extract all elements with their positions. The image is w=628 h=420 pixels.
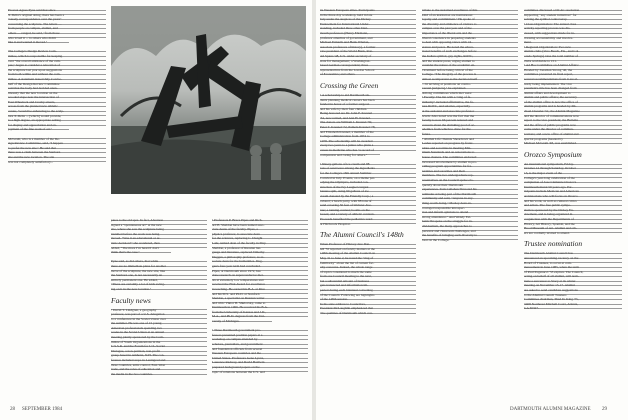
- text-line: ademics from which to draw for the: [422, 127, 518, 132]
- text-line: the Indian symbol, gay rights, ROTC,: [422, 54, 518, 59]
- text-line: at the assistant and associate professor: [422, 109, 518, 114]
- text-line: mouth professors (Henry Ehrmann,: [320, 31, 416, 36]
- text-line: May 31 to June 2, he noted the "ring of: [320, 256, 416, 261]
- text-line: was not completely satisfactory...: [8, 160, 106, 165]
- text-line: concerning the sculpture. The letters —: [8, 22, 106, 27]
- text-line: Lesher reported on progress by frater-: [422, 141, 518, 146]
- text-line: but a substantial amount of business: [320, 279, 416, 284]
- text-line: • Ad Hoc Committee on Alumni Affairs:: [524, 63, 622, 68]
- text-line: to a conference in the Soviet Union over: [111, 317, 207, 322]
- text-line: strong attendance." And Wendy Fel-: [422, 215, 518, 220]
- sculpture-photo: [111, 6, 306, 194]
- text-line: ment.: [524, 40, 622, 45]
- text-line: are asked to send candidate suggestions: [524, 288, 622, 293]
- text-line: others — ranged, he said, "from those: [8, 31, 106, 36]
- text-line: move of the sculpture, the new site, like: [111, 269, 207, 274]
- text-line: professor emeritus of government, and: [320, 36, 416, 41]
- text-line: and critic Viktor B. Shklovsky, came to: [212, 301, 308, 306]
- text-line: ers are cordially invited to attend.: [524, 231, 622, 236]
- text-line: couraged responsible introspec-: [422, 206, 518, 211]
- text-line: loyalty and commitment." He spoke of: [422, 17, 518, 22]
- text-line: dents planning medical careers has been: [320, 98, 416, 103]
- right-page-title: DARTMOUTH ALUMNI MAGAZINE: [510, 407, 591, 412]
- text-line: dividualism, the many approaches to: [422, 224, 518, 229]
- text-line: art historians who will focus on Orozco: [524, 194, 622, 199]
- column-5: [422, 8, 518, 242]
- text-line: chael Chessler '51; the Alumni Magazine: [524, 109, 622, 114]
- text-line: installed before the work was being: [111, 232, 207, 237]
- text-line: • Alumni Life: Dennis Sheardown and: [422, 137, 518, 142]
- section-heading: Orozco Symposium: [524, 149, 582, 159]
- text-line: alumni affairs and development to: [524, 91, 622, 96]
- text-line: Being honored are Dr. John F. Kresnel: [320, 111, 416, 116]
- text-line: three countries, arms control, East-West: [111, 363, 207, 368]
- text-line: mittee, which is responsible for keeping: [8, 54, 106, 59]
- text-line: ternities and sororities and their: [422, 169, 518, 174]
- text-line: tion and inform opinions to attend: [422, 210, 518, 215]
- text-line: there was a clash between the Sanborn: [8, 150, 106, 155]
- text-line: cream donated by the Friendly Corp.; a: [320, 194, 416, 199]
- text-line: think that's the case.": [111, 250, 171, 255]
- text-line: versity of Michigan.: [212, 319, 272, 324]
- text-line: committee discussed a DCAC resolution: [524, 8, 622, 13]
- text-line: In his state address to Councilors,: [320, 302, 416, 307]
- text-line: to deal with opposing views with tol-: [422, 40, 518, 45]
- column-4: [320, 8, 416, 316]
- text-line: workshop on campus attended by: [212, 337, 308, 342]
- text-line: • Class Organization: The annual class: [524, 22, 622, 27]
- left-page-number: 28: [10, 407, 15, 412]
- text-line: • Ninety gallons of ice cream and 88: [320, 162, 416, 167]
- text-line: ications; and a new office of alumni and: [524, 132, 622, 137]
- text-line: piece to the old spot. In fact, Alvernon: [111, 218, 207, 223]
- text-line: Michael McGrath '48, was established.: [524, 141, 622, 146]
- text-line: M.A., and Ph.D. degrees from the Uni-: [212, 314, 308, 319]
- text-line: supporting "any student initiatives" for: [524, 13, 622, 18]
- text-line: viding program opportunities for fra-: [422, 164, 518, 169]
- text-line: Sheldon, a specialist on Russian writer: [212, 296, 308, 301]
- text-line: experiences. Tom Callahan '84 noted his: [422, 187, 518, 192]
- text-line: alumni clubs (Vero Beach, Fla., and Col-: [524, 49, 622, 54]
- text-line: the sculpture last year upon suggestions: [8, 68, 106, 73]
- text-line: familiarity" about the list of current fac-: [320, 261, 416, 266]
- text-line: • David T. Lindgren, a geography: [111, 308, 207, 313]
- photo-caption: [111, 196, 306, 214]
- text-line: als at extremely low temperatures and: [212, 278, 308, 283]
- text-line: and his M.S. and Ph.D. at Stanford.: [212, 292, 308, 297]
- text-line: center, "would be enhancing to the sculp-: [8, 109, 106, 114]
- text-line: from one Council meeting to the next,: [320, 274, 416, 279]
- section-heading: Faculty news: [111, 295, 151, 305]
- text-line: Sheldon, a professor of Russian lan-: [212, 246, 308, 251]
- text-line: ture X-Delta ... [which] would provide,: [8, 114, 106, 119]
- text-line: for the College's 16th annual Summer: [320, 171, 416, 176]
- text-line: acting on behalf of all alumni, will nom-: [524, 274, 622, 279]
- text-line: resentatives on the Council spoke elo-: [422, 178, 518, 183]
- text-line: cabaret; a beach party, with 88 tons of: [320, 199, 416, 204]
- text-line: ready being implemented. The vice: [524, 82, 622, 87]
- text-line: wooded slope near the intersection of: [8, 95, 106, 100]
- text-line: 148th meeting of the Alumni Council on: [320, 251, 416, 256]
- text-line: moved. "Was it an educational or ar-: [111, 236, 207, 241]
- text-line: Headed by Jonathan Strong '46, the: [524, 68, 622, 73]
- text-line: erance and peace. He noted the educa-: [422, 45, 518, 50]
- text-line: liberal conscience in preparing students: [422, 36, 518, 41]
- text-line: of topics considered is much the same: [320, 270, 416, 275]
- text-line: struction of the Ivy League's largest: [320, 185, 416, 190]
- text-line: completion of Jose Clemente Orozco's: [524, 180, 622, 185]
- text-line: sand covering 50 feet of Webster Ave-: [320, 203, 416, 208]
- text-line: • Regional Organization: Two new: [524, 45, 622, 50]
- text-line: professor, was part of a U.S. delegation: [111, 312, 207, 317]
- text-line: for the sciences, replacing C. Dwight: [212, 236, 308, 241]
- text-line: ference included stops in Leningrad and: [111, 358, 207, 363]
- text-line: Board of Trustees, to occur at com-: [524, 261, 622, 266]
- text-line: July under the auspices of the Dickey: [320, 17, 416, 22]
- text-line: 13, is the major event of the: [524, 171, 622, 176]
- text-line: The Dartmouth Alumni Council has: [524, 251, 622, 256]
- text-line: importance of the liberal arts and the: [422, 31, 518, 36]
- text-line: like it and wanted it moved.": [8, 40, 69, 45]
- text-line: GA 30327.: [524, 306, 622, 311]
- text-line: signed a "spontaneous art" at the new: [111, 223, 207, 228]
- text-line: campus over the past year and of the: [422, 26, 518, 31]
- text-line: of the 148th session.: [320, 297, 416, 302]
- text-line: in the three-day workshop, held in late: [320, 13, 416, 18]
- text-line: who loved it ... to others who didn't: [8, 36, 106, 41]
- text-line: cussed, with suggestions made for in-: [524, 31, 622, 36]
- left-page-date: SEPTEMBER 1984: [22, 407, 63, 412]
- text-line: of the alumni office is now the office of: [524, 100, 622, 105]
- text-line: every two years to a junior who plans a: [320, 143, 416, 148]
- text-line: Dartmouth in 1966. He received his B.A.: [212, 305, 308, 310]
- text-line: Proceeds benefited the pediatrics ward: [320, 217, 416, 222]
- text-line: mittee. A statement issued July 2 on be-: [8, 77, 106, 82]
- text-line: site and the new location. The site: [8, 155, 106, 160]
- text-line: • A scholarship to aid Dartmouth stu-: [320, 93, 416, 98]
- text-line: "steady correspondence over the years": [8, 17, 106, 22]
- text-line: the media in the two countries.: [111, 372, 207, 377]
- text-line: faculty is now 66 percent tenured and: [422, 118, 518, 123]
- text-line: and Elizabeth Kresnel, a member of the: [320, 130, 416, 135]
- text-line: entirely permanent one. He added,: [111, 278, 207, 283]
- text-line: mencement in June 1985, when the term: [524, 265, 622, 270]
- text-line: activity reporting process was dis-: [524, 26, 622, 31]
- text-line: "There are certainly a lot of kids swing-: [111, 282, 207, 287]
- text-line: weeks in the Soviet Union at an annual: [111, 330, 207, 335]
- text-line: • Three Dartmouth government pro-: [212, 328, 308, 333]
- text-line: community and said, "Anyone in any-: [422, 196, 518, 201]
- text-line: ing on it in the new location.": [111, 287, 207, 292]
- text-line: ald Spiers '48, U.S. under secretary of: [320, 54, 416, 59]
- text-line: October 12 through Saturday, October: [524, 166, 622, 171]
- text-line: members. The two undergraduate rep-: [422, 173, 518, 178]
- text-line: the diversity and eminence of visitors to: [422, 22, 518, 27]
- text-line: sociate dean for the humanities. Dug-: [212, 259, 308, 264]
- text-line: solving the symbol controversy.: [524, 17, 622, 22]
- text-line: done research on superconductor met-: [212, 273, 308, 278]
- text-line: levels. Also noted was the fact that the: [422, 114, 518, 119]
- text-line: representatives from the London School: [320, 68, 416, 73]
- text-line: compassion and caring for others.": [320, 153, 380, 158]
- text-line: trade, and the roles of education and: [111, 367, 207, 372]
- text-line: imum Standards and on renovations to: [422, 150, 518, 155]
- text-line: guage and literature, replaced Timothy: [212, 250, 308, 255]
- text-line: mittee of Youth Organizations in the: [111, 340, 207, 345]
- text-line: conjunction with the Departments of: [524, 217, 622, 222]
- text-line: sium is sponsored by the Dickey En-: [524, 208, 622, 213]
- text-line: creasing accountability and involve-: [524, 36, 622, 41]
- text-line: received the Fink Award for excellence: [212, 282, 308, 287]
- text-line: said that the body had decided unan-: [8, 86, 106, 91]
- text-line: Dialogue, a non-partisan, non-profit: [111, 349, 207, 354]
- text-line: Lahr, named dean of the faculty in May.: [212, 241, 308, 246]
- text-line: its Western European allies. Participants: [320, 8, 416, 13]
- text-line: Provost Agnes Pyne said that since: [8, 8, 106, 13]
- column-3: [212, 218, 308, 374]
- text-line: future.: [422, 132, 518, 137]
- text-line: heim '84 spoke on the struggle for in-: [422, 219, 518, 224]
- text-line: Dartmouth mural 50 years ago. Par-: [524, 185, 622, 190]
- text-line: thing worth doing." Mosley dean en-: [422, 201, 518, 206]
- text-line: • Professors P. Bruce Pipes and Rich-: [212, 218, 308, 223]
- text-line: An international symposium, Friday-: [524, 162, 622, 167]
- text-line: and the office of public programs now: [524, 123, 622, 128]
- column-1: [8, 8, 106, 164]
- text-line: standing, included three other Dart-: [320, 26, 416, 31]
- text-line: Green; and a variety of athletic contests.: [320, 212, 416, 217]
- text-line: American professionals spending two: [111, 326, 207, 331]
- text-line: Endowment for International Under-: [320, 22, 416, 27]
- text-line: to prefer the new site." He said that: [8, 146, 106, 151]
- text-line: quently about their Dartmouth: [422, 183, 518, 188]
- text-line: vice president of the World Bank, Ron-: [320, 49, 416, 54]
- text-line: inate a successor to Stacy at its winter: [524, 279, 622, 284]
- text-line: from people on campus, alumni, and: [8, 26, 106, 31]
- text-line: nities and sororities in meeting Min-: [422, 146, 518, 151]
- text-line: the Sanborn one, is not necessarily an: [111, 273, 207, 278]
- text-line: clubs worldwide to 151.: [524, 59, 622, 64]
- text-line: prepared background papers on the: [212, 365, 308, 370]
- column-2: [111, 218, 207, 376]
- text-line: X-Delta's original siting, there has been a: [8, 13, 106, 18]
- text-line: joyment of the fine work of art.": [8, 127, 69, 132]
- text-line: to the Alumni Council Trustees: [524, 293, 622, 298]
- text-line: increased involvement by alumni in pro-: [422, 160, 518, 165]
- text-line: several recommendations from it are al-: [524, 77, 622, 82]
- caption-line: [111, 210, 306, 215]
- text-line: Laurence Radway, and David Baldwin: [212, 360, 308, 365]
- text-line: The donors are William J. Kresnel '59,: [320, 120, 416, 125]
- text-line: Michael Ermarth and Henk Whelan,: [320, 40, 416, 45]
- text-line: vironment before being critical of the: [422, 68, 518, 73]
- text-line: bear on the College.: [422, 238, 518, 243]
- text-line: pus," began to consider a relocation of: [8, 63, 106, 68]
- text-line: odying the Olympics, included con-: [320, 180, 416, 185]
- text-line: McGrath, who is a member of the De-: [8, 137, 106, 142]
- text-line: in teaching. He earned his B.A. at Rice: [212, 287, 308, 292]
- text-line: Duggan, a philosophy professor, as as-: [212, 255, 308, 260]
- text-line: and the student press, urging alumni to: [422, 59, 518, 64]
- text-line: versial [subjects]," he explained.: [422, 86, 518, 91]
- text-line: tons of sand were among the ingredients: [320, 166, 416, 171]
- text-line: College's year-long celebration of the: [524, 176, 622, 181]
- text-line: College administration from 1974 to: [320, 134, 416, 139]
- text-line: house clusters. The committee endorsed: [422, 155, 518, 160]
- text-line: meeting jointly sponsored by the Com-: [111, 335, 207, 340]
- text-line: alumni and public affairs; the secretary: [524, 95, 622, 100]
- text-line: the benefits of bringing such diversity to: [422, 233, 518, 238]
- text-line: Hood Museum of Art. Alumni and oth-: [524, 226, 622, 231]
- text-line: funded in honor of a former surgeon: [320, 102, 416, 107]
- text-line: from the University of Kansas and J.D.,: [212, 310, 308, 315]
- text-line: for display and appreciation and en-: [8, 123, 106, 128]
- text-line: at Hitchcock Hospital.: [320, 222, 416, 227]
- text-line: Carnival in July. Events, on a theme par-: [320, 176, 416, 181]
- text-line: physics professor, is associate dean: [212, 232, 308, 237]
- text-line: College. "The integrity of the process is: [422, 72, 518, 77]
- text-line: East Wheelock and Crosby streets,: [8, 100, 106, 105]
- text-line: based German correspondent; three: [320, 63, 416, 68]
- text-line: career in medicine who has "a record of: [320, 148, 416, 153]
- text-line: When Professor of History Jere Dan-: [320, 242, 416, 247]
- text-line: announced an upcoming vacancy on the: [524, 256, 622, 261]
- text-line: special programs (headed by: [524, 137, 622, 142]
- text-line: The College's Design Review Com-: [8, 49, 106, 54]
- text-line: nue; a tanning contest; booths on the: [320, 208, 416, 213]
- text-line: concern about the shrinking pool of ac-: [422, 123, 518, 128]
- text-line: there are no immediate plans for another: [111, 264, 207, 269]
- right-page-number: 29: [602, 407, 607, 412]
- text-line: sign Review Committee, said, "I happen: [8, 141, 106, 146]
- text-line: gan's four-year term had concluded.: [212, 264, 308, 269]
- text-line: Committee chairman, Thad D. King '75,: [524, 297, 622, 302]
- text-line: ticipants include Mexican and American: [524, 189, 622, 194]
- text-line: across from the planned new athletic: [8, 104, 106, 109]
- text-line: miliarity" included affirmative, the fu-: [422, 100, 518, 105]
- text-line: from both within and without the com-: [8, 72, 106, 77]
- text-line: ture ROTC, and salaries, especially: [422, 104, 518, 109]
- text-line: tribute to the sustained excellence of this: [422, 8, 518, 13]
- text-line: iell '55 reported on faculty matters at the: [320, 247, 416, 252]
- text-line: committee presented its final report,: [524, 72, 622, 77]
- text-line: History, Art History, Spanish, and the: [524, 222, 622, 227]
- text-line: Peter T. Kresnel '72, Pamela Kresnel '78,: [320, 125, 416, 130]
- text-line: dowment, and is being organized in: [524, 212, 622, 217]
- text-line: gets transacted and information im-: [320, 283, 416, 288]
- text-line: ... in arriving at positions on contro-: [422, 82, 518, 87]
- section-heading: Trustee nomination: [524, 239, 583, 249]
- text-line: the summer. He was one of 15 young: [111, 321, 207, 326]
- text-line: tional benefits of such exchanges before: [422, 49, 518, 54]
- text-line: Pyne said, as did others, that while: [111, 259, 207, 264]
- text-line: and his work, as well as cultural critics: [524, 199, 622, 204]
- text-line: to a high degree, an appropriate setting: [8, 118, 106, 123]
- text-line: almost as important as the decision itself: [422, 77, 518, 82]
- text-line: • Faculty: The list with a "ring of fa-: [422, 95, 518, 100]
- text-line: added, "The more I've heard I don't: [111, 246, 207, 251]
- text-line: kind of an institution are institutional: [422, 13, 518, 18]
- text-line: over "the overall ambiance of the cam-: [8, 59, 106, 64]
- text-line: site, where she saw the sculpture being: [111, 227, 207, 232]
- text-line: topic of relations between the U.S. and: [212, 370, 308, 375]
- text-line: and foundation officials from several: [212, 347, 308, 352]
- text-line: meeting on November 15-17. Alumni: [524, 283, 622, 288]
- sculpture-image: [111, 6, 306, 194]
- text-line: U.S.S.R. and the Forum for U.S.-Soviet: [111, 344, 207, 349]
- text-line: parted during each biannual convening: [320, 288, 416, 293]
- text-line: and his wife by their four children.: [320, 107, 416, 112]
- text-line: 3408 Northeast Mitchell Court, Atlanta,: [524, 302, 622, 307]
- text-line: ard B. Sheldon have been named asso-: [212, 223, 308, 228]
- text-line: Among committees which met were:: [422, 91, 518, 96]
- text-line: tistic decision?" she wondered, then: [111, 241, 207, 246]
- text-line: orado Springs) raise the total number of: [524, 54, 622, 59]
- text-line: 1978. The scholarship will be awarded: [320, 139, 416, 144]
- text-line: and artists. The free public sympo-: [524, 203, 622, 208]
- text-line: scholars, journalists, and government: [212, 342, 308, 347]
- text-line: consider the nature of the academic en-: [422, 63, 518, 68]
- text-line: fessors presented position papers at a: [212, 333, 308, 338]
- text-line: President McLaughlin emphasized that: [320, 306, 416, 311]
- text-line: United States. Professors Gene Lyons,: [212, 356, 308, 361]
- text-line: group based in Amherst, N.H. The con-: [111, 353, 207, 358]
- text-line: ciate deans of the faculty. Pipes, a: [212, 227, 308, 232]
- text-line: reminder at being part of the Dartmouth: [422, 192, 518, 197]
- text-line: of the Council. Following are highlights: [320, 293, 416, 298]
- text-line: Western European countries and the: [212, 351, 308, 356]
- text-line: associate professors of history), a former: [320, 45, 416, 50]
- text-line: of Paul Paganucci '53 expires. The Council,: [524, 270, 622, 275]
- section-heading: Crossing the Green: [320, 80, 379, 90]
- text-line: and the director of communications now: [524, 114, 622, 119]
- text-line: alumni programs and is headed by Mi-: [524, 104, 622, 109]
- text-line: ulty concerns. Indeed, the whole range: [320, 265, 416, 270]
- text-line: half of the Design Review Committee: [8, 82, 106, 87]
- text-line: Pipes, at Dartmouth since 1972, has: [212, 269, 308, 274]
- text-line: president's title has been changed from: [524, 86, 622, 91]
- section-heading: The Alumni Council's 148th: [320, 230, 404, 240]
- text-line: come under the director of commun-: [524, 127, 622, 132]
- text-line: personal and classroom challenges, and: [422, 229, 518, 234]
- text-line: '34, now retired, and Ann H. Kresnel.: [320, 116, 416, 121]
- text-line: banana split, using 90 gallons of ice: [320, 189, 416, 194]
- text-line: "the qualities of Dartmouth which con-: [320, 311, 416, 316]
- text-line: report to the vice president; the Bulletin: [524, 118, 622, 123]
- column-6: [524, 8, 622, 311]
- text-line: imously that the new location on the: [8, 91, 106, 96]
- text-line: state for management; a Washington-: [320, 59, 416, 64]
- text-line: of Economics; and others.: [320, 72, 416, 77]
